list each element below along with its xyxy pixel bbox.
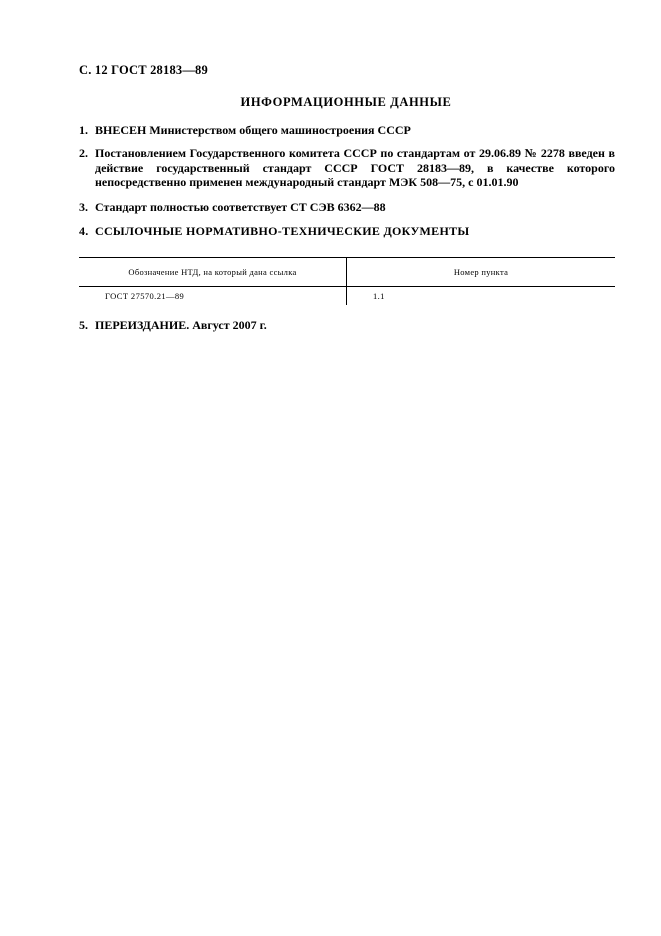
item-number: 3. xyxy=(79,200,88,214)
item-number: 1. xyxy=(79,123,88,137)
cell-document: ГОСТ 27570.21—89 xyxy=(79,287,347,306)
table-header-row xyxy=(79,258,615,287)
item-text: ВНЕСЕН Министерством общего машиностроения СССР xyxy=(95,123,411,137)
item-text: ПЕРЕИЗДАНИЕ. Август 2007 г. xyxy=(95,318,267,332)
column-header-clause: Номер пункта xyxy=(347,258,616,287)
item-number: 4. xyxy=(79,224,89,238)
item-number: 5. xyxy=(79,318,88,332)
item-text: Постановлением Государственного комитета СССР по стандартам от 29.06.89 № 2278 введен в действие государственный стандарт СССР ГОСТ 28183—89, в качестве которого непосредственно применен международный стандарт МЭК 508—75, с 01.01.90 xyxy=(95,146,615,189)
item-number: 2. xyxy=(79,146,88,160)
reference-table xyxy=(79,257,615,305)
page-header: С. 12 ГОСТ 28183—89 xyxy=(79,63,208,77)
table-row xyxy=(79,287,615,306)
item-text: ССЫЛОЧНЫЕ НОРМАТИВНО-ТЕХНИЧЕСКИЕ ДОКУМЕНТЫ xyxy=(95,224,470,238)
column-header-document: Обозначение НТД, на который дана ссылка xyxy=(79,258,347,287)
document-title: ИНФОРМАЦИОННЫЕ ДАННЫЕ xyxy=(240,95,452,109)
cell-clause: 1.1 xyxy=(373,291,385,301)
info-item-2 xyxy=(79,146,615,190)
item-text: Стандарт полностью соответствует СТ СЭВ 6362—88 xyxy=(95,200,386,214)
